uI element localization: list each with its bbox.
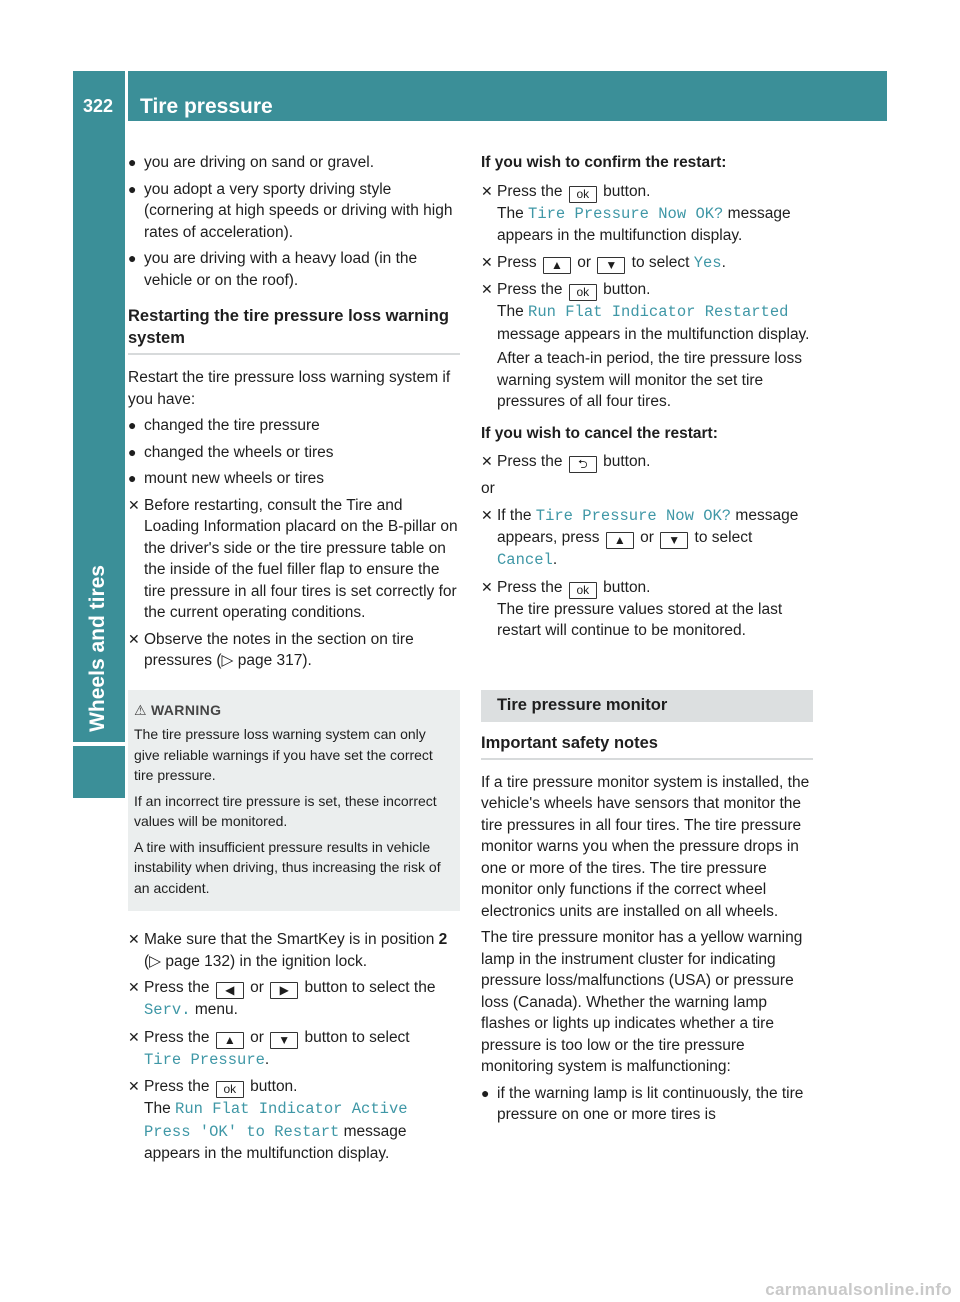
- watermark: carmanualsonline.info: [765, 1279, 952, 1299]
- step-confirm-ok: ✕ Press the ok button. The Tire Pressure Now OK? message appears in the multifunction display.: [481, 182, 791, 244]
- step-arrow-icon: ✕: [128, 1078, 140, 1094]
- bullet-icon: ●: [128, 154, 137, 170]
- chapter-label: Wheels and tires: [86, 565, 109, 732]
- step-arrow-icon: ✕: [481, 506, 493, 523]
- step-arrow-icon: ✕: [481, 281, 493, 297]
- ok-button-icon: ok: [569, 186, 597, 203]
- display-text: Yes: [693, 253, 722, 272]
- list-item: ● changed the wheels or tires: [128, 442, 460, 464]
- intro-text: Restart the tire pressure loss warning system if you have:: [128, 369, 451, 408]
- page-number-box: [73, 71, 125, 121]
- page-number: 322: [83, 95, 114, 116]
- display-text: Tire Pressure Now OK?: [528, 204, 724, 223]
- warning-triangle-icon: ⚠: [134, 701, 147, 718]
- warning-text: If an incorrect tire pressure is set, these incorrect values will be monitored.: [134, 792, 437, 829]
- step-arrow-icon: ✕: [128, 931, 140, 947]
- list-item: ● you adopt a very sporty driving style (cornering at high speeds or driving with high rates of acceleration).: [128, 180, 453, 241]
- header-bar: [128, 71, 887, 121]
- step-arrow-icon: ✕: [128, 1028, 140, 1045]
- bullet-icon: ●: [128, 470, 137, 486]
- up-button-icon: ▲: [606, 532, 634, 549]
- back-button-icon: ⮌: [569, 456, 597, 473]
- section-heading: Restarting the tire pressure loss warning system: [128, 307, 449, 347]
- step-arrow-icon: ✕: [128, 496, 140, 513]
- ok-button-icon: ok: [216, 1081, 244, 1098]
- warning-text: A tire with insufficient pressure results in vehicle instability when driving, thus increasing the risk of an accident.: [134, 838, 441, 896]
- ok-button-icon: ok: [569, 284, 597, 301]
- step-confirm-ok-2: ✕ Press the ok button. The Run Flat Indicator Restarted message appears in the multifunction display. After a teach-in period, the tire pressure loss warning system will monitor the set tire pressures of all four tires.: [481, 279, 813, 413]
- body-paragraph: The tire pressure monitor has a yellow warning lamp in the instrument cluster for indicating pressure loss/malfunctions (USA) or pressure loss (Canada). Whether the warning lamp flashes or lights up indicates whether a tire pressure is too low or the tire pressure monitoring system is malfunctioning:: [481, 929, 803, 1075]
- bullet-icon: ●: [128, 417, 137, 433]
- list-item: ● you are driving with a heavy load (in the vehicle or on the roof).: [128, 250, 418, 289]
- display-text: Cancel: [497, 551, 553, 569]
- right-button-icon: ▶: [270, 982, 298, 999]
- step-select-serv: ✕ Press the ◀ or ▶ button to select the Serv. menu.: [128, 979, 436, 1019]
- step-arrow-icon: ✕: [128, 979, 140, 995]
- page-title: Tire pressure: [140, 94, 273, 118]
- warning-box: [128, 690, 460, 912]
- step-observe: ✕ Observe the notes in the section on tire pressures (▷ page 317).: [128, 630, 414, 669]
- list-item: ● you are driving on sand or gravel.: [128, 152, 460, 174]
- bullet-icon: ●: [128, 250, 137, 266]
- warning-title: ⚠ WARNING: [134, 701, 222, 718]
- display-text: Serv.: [144, 1001, 191, 1019]
- side-tab-marker: [73, 746, 125, 798]
- left-button-icon: ◀: [216, 982, 244, 999]
- display-text: Tire Pressure Now OK?: [535, 506, 732, 525]
- heading-rule: [128, 353, 460, 355]
- list-item: ● changed the tire pressure: [128, 415, 460, 437]
- confirm-heading: If you wish to confirm the restart:: [481, 154, 727, 171]
- step-arrow-icon: ✕: [481, 253, 493, 270]
- cancel-heading: If you wish to cancel the restart:: [481, 424, 718, 442]
- heading-rule: [481, 758, 813, 760]
- down-button-icon: ▼: [597, 257, 625, 274]
- step-arrow-icon: ✕: [481, 453, 493, 469]
- step-arrow-icon: ✕: [481, 578, 493, 595]
- bullet-icon: ●: [128, 180, 137, 197]
- step-select-tire-pressure: ✕ Press the ▲ or ▼ button to select Tire Pressure.: [128, 1028, 410, 1069]
- shaded-section-heading: Tire pressure monitor: [481, 690, 813, 722]
- display-text: Tire Pressure: [144, 1050, 265, 1069]
- list-item: ● mount new wheels or tires: [128, 468, 460, 490]
- step-select-yes: ✕ Press ▲ or ▼ to select Yes.: [481, 253, 726, 272]
- step-press-ok: ✕ Press the ok button. The Run Flat Indicator Active Press 'OK' to Restart message appears in the multifunction display.: [128, 1078, 408, 1162]
- step-smartkey: ✕ Make sure that the SmartKey is in position 2 (▷ page 132) in the ignition lock.: [128, 931, 448, 970]
- ok-button-icon: ok: [569, 582, 597, 599]
- list-item: ● if the warning lamp is lit continuously, the tire pressure on one or more tires is: [481, 1084, 804, 1123]
- display-text: Run Flat Indicator Restarted: [528, 303, 789, 321]
- step-arrow-icon: ✕: [128, 630, 140, 647]
- section-heading: Important safety notes: [481, 733, 658, 752]
- step-note: After a teach-in period, the tire pressure loss warning system will monitor the set tire pressures of all four tires.: [497, 350, 802, 410]
- up-button-icon: ▲: [216, 1032, 244, 1049]
- down-button-icon: ▼: [270, 1032, 298, 1049]
- body-paragraph: If a tire pressure monitor system is installed, the vehicle's wheels have sensors that monitor the tire pressures in all four tires. The tire pressure monitor warns you when the pressure drops in one or more of the tires. The tire pressure monitor only functions if the correct wheel electronics units are installed on all wheels.: [481, 773, 810, 920]
- right-column: [481, 152, 813, 1131]
- up-button-icon: ▲: [543, 257, 571, 274]
- down-button-icon: ▼: [660, 532, 688, 549]
- display-text: Run Flat Indicator Active: [175, 1100, 408, 1118]
- step-select-cancel: ✕ If the Tire Pressure Now OK? message appears, press ▲ or ▼ to select Cancel.: [481, 506, 799, 569]
- chapter-side-tab: [73, 121, 125, 742]
- step-before-restart: ✕ Before restarting, consult the Tire and Loading Information placard on the B-pillar on the driver's side or the tire pressure table on the inside of the fuel filler flap to ensure the tire pressure in all four tires is set correctly for the current operating conditions.: [128, 496, 458, 621]
- warning-text: The tire pressure loss warning system can only give reliable warnings if you have set the correct tire pressure.: [134, 726, 433, 783]
- step-press-back: ✕ Press the ⮌ button.: [481, 453, 651, 471]
- display-text: Press 'OK' to Restart: [144, 1122, 340, 1141]
- left-column: [128, 152, 460, 1170]
- bullet-icon: ●: [128, 443, 137, 460]
- or-text: or: [481, 480, 495, 497]
- bullet-icon: ●: [481, 1084, 490, 1101]
- step-arrow-icon: ✕: [481, 182, 493, 199]
- step-cancel-ok: ✕ Press the ok button. The tire pressure values stored at the last restart will continue to be monitored.: [481, 578, 783, 639]
